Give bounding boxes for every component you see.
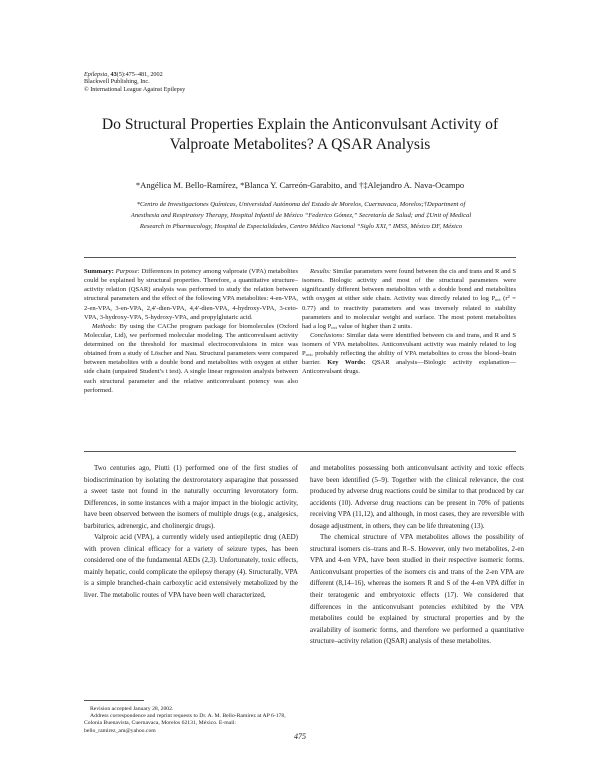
body-paragraph-intro: Two centuries ago, Piutti (1) performed one of the first studies of biodiscrimination by isolating the dextrorotatory asparagine that possessed a sweet taste not found in the naturally occurring levorotatory form. Differences, in some instances with a major impact in the biologic activity, have been observed between the isomers of multiple drugs (e.g., analgesics, barbiturics, adrenergic, and cholinergic drugs).	[84, 464, 298, 530]
affiliations	[82, 200, 520, 233]
footnote-correspondence: Address correspondence and reprint requests to Dr. A. M. Bello-Ramírez at AP 6-178, Colonia Buenavista, Cuernavaca, Morelos 62131, México. E-mail: bello_ramirez_am@yahoo.com	[84, 713, 286, 734]
footnote-rule	[84, 700, 144, 701]
body-paragraph-vpa: Valproic acid (VPA), a currently widely used antiepileptic drug (AED) with proven clinical efficacy for a variety of seizure types, has been considered one of the fundamental AEDs (2,3). Unfortunately, toxic effects, mainly hepatic, could complicate the epilepsy therapy (4). Structurally, VPA is a simple branched-chain carboxylic acid extensively metabolized by the liver. The metabolic routes of VPA have been well characterized,	[84, 533, 298, 600]
body-paragraph-structure: The chemical structure of VPA metabolites allows the possibility of structural isomers cis–trans and R–S. However, only two metabolites, 2-en VPA and 4-en VPA, have been studied in their respective isomeric forms. Anticonvulsant properties of the isomers cis and trans of the 2-en VPA are different (8,14–16), whereas the isomers R and S of the 4-en VPA differ in their teratogenic and embryotoxic effects (17). We considered that differences in the anticonvulsant potencies exhibited by the VPA metabolites could be explained by structural properties and by the availability of isomeric forms, and therefore we performed a quantitative structure–activity relation (QSAR) analysis of these metabolites.	[310, 533, 524, 646]
body-left-column	[84, 463, 298, 602]
abstract-right-column	[302, 267, 516, 377]
paper-title	[60, 115, 540, 155]
footnote-accepted: Revision accepted January 28, 2002.	[90, 706, 174, 712]
journal-citation: Epilepsia, 43(5):475–481, 2002	[84, 71, 163, 78]
title-line-2: Valproate Metabolites? A QSAR Analysis	[169, 136, 431, 153]
journal-header	[84, 71, 185, 93]
copyright-line: © International League Against Epilepsy	[84, 85, 186, 93]
page-number: 475	[294, 732, 306, 741]
affiliation-line-2: Anesthesia and Respiratory Therapy, Hospital Infantil de México “Federico Gómez,” Secretaría de Salud; and ‡Unit of Medical	[130, 211, 472, 219]
publisher-line: Blackwell Publishing, Inc.	[84, 78, 150, 86]
abstract-purpose: Summary: Purpose: Differences in potency among valproate (VPA) metabolites could be explained by structural properties. Therefore, a quantitative structure–activity relation (QSAR) analysis was performed to study the relation between structural parameters and the effect of the following VPA metabolites: 4-en-VPA, 2-en-VPA, 3-en-VPA, 2,4′-dien-VPA, 4,4′-dien-VPA, 4-hydroxy-VPA, 3-ceto-VPA, 3-hydroxy-VPA, 5-hydroxy-VPA, and propylglutaric acid.	[84, 268, 298, 321]
author-list: *Angélica M. Bello-Ramírez, *Blanca Y. Carreón-Garabito, and †‡Alejandro A. Nava-Ocampo	[135, 180, 465, 190]
body-right-column	[310, 463, 524, 648]
abstract-left-column	[84, 267, 298, 395]
affiliation-line-3: Research in Pharmacology, Hospital de Especialidades, Centro Médico Nacional “Siglo XXI,” IMSS, México DF, México	[139, 222, 463, 230]
abstract-conclusions: Conclusions: Similar data were identified between cis and trans, and R and S isomers of VPA metabolites. Anticonvulsant activity was mainly related to $\log P_{oct}$, probably reflecting the ability of VPA metabolites to cross the blood–brain barrier. Key Words: QSAR analysis—Biologic activity explanation—Anticonvulsant drugs.	[302, 331, 516, 376]
footnote	[84, 706, 298, 735]
abstract-results: Results: Similar parameters were found between the cis and trans and R and S isomers. Biologic activity and most of the structural parameters were significantly different between metabolites with a double bond and metabolites with oxygen at either side chain. Activity was directly related to $\log P_{oct}$ $(r^2 = 0.77)$ and to reactivity parameters and was inversely related to stability parameters and to molecular weight and surface. The most potent metabolites had a $\log P_{oct}$ value of higher than 2 units.	[302, 268, 516, 330]
abstract-methods: Methods: By using the CAChe program package for biomolecules (Oxford Molecular, Ltd), we performed molecular modeling. The anticonvulsant activity determined on the threshold for maximal electroconvulsions in mice was obtained from a study of Löscher and Nau. Structural parameters were compared between metabolites with a double bond and metabolites with oxygen at either side chain (unpaired Student’s t test). A single linear regression analysis between each structural parameter and the relative anticonvulsant potency was also performed.	[84, 322, 298, 394]
abstract-bottom-rule	[84, 451, 516, 452]
abstract-top-rule	[84, 257, 516, 258]
affiliation-line-1: *Centro de Investigaciones Químicas, Universidad Autónoma del Estado de Morelos, Cuernavaca, Morelos;†Department of	[136, 201, 466, 208]
body-paragraph-metabolites: and metabolites possessing both anticonvulsant activity and toxic effects have been identified (5–9). Together with the clinical relevance, the cost produced by adverse drug reactions could be similar to that produced by car accidents (10). Adverse drug reactions can be present in 70% of patients receiving VPA (11,12), and although, in most cases, they are reversible with dosage adjustment, in others, they can be life threatening (13).	[310, 464, 524, 530]
title-line-1: Do Structural Properties Explain the Anticonvulsant Activity of	[101, 116, 499, 133]
